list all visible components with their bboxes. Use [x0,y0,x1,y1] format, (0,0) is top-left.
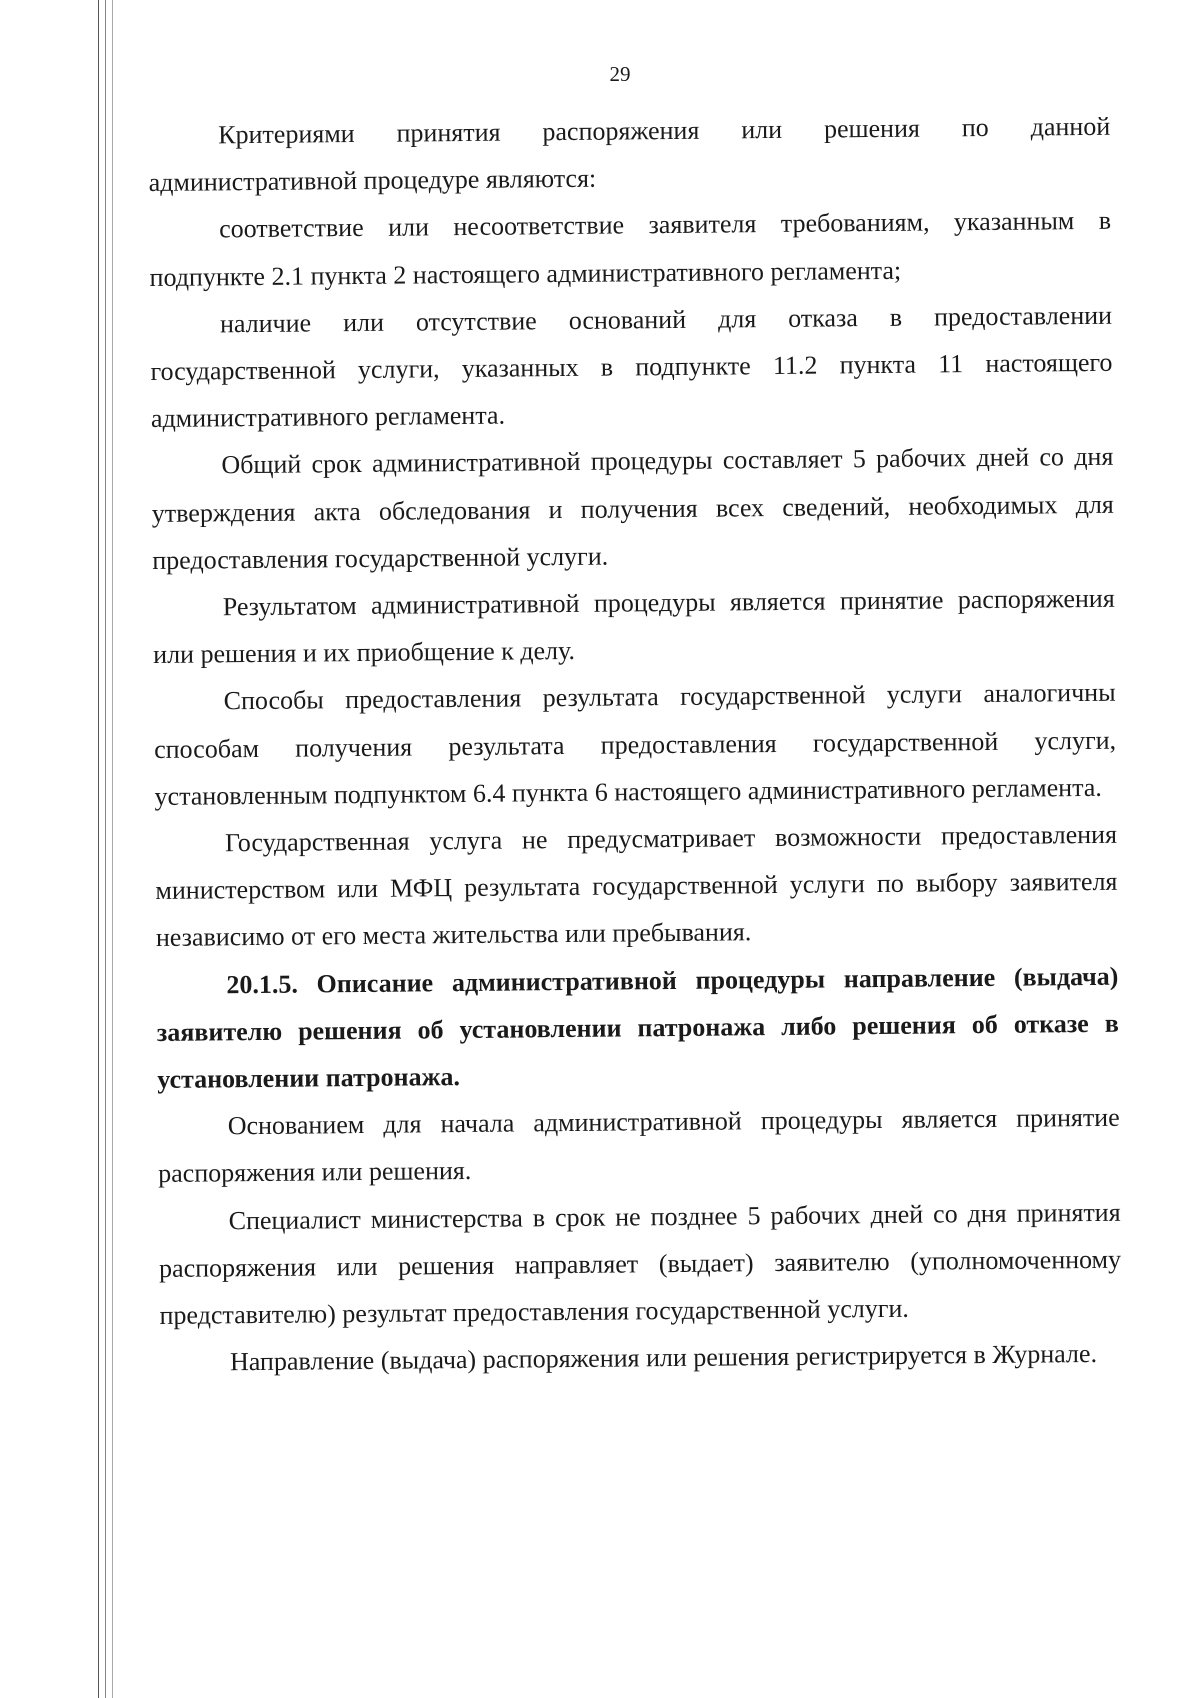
paragraph: Специалист министерства в срок не позднее 5 рабочих дней со дня принятия распоряжения или решения направляет (выдает) заявителю (уполномоченному представителю) результат предоставления государственной услуги. [158,1197,1122,1331]
page-number: 29 [609,62,631,86]
document-body [148,103,1122,1387]
paragraph: Общий срок административной процедуры составляет 5 рабочих дней со дня утверждения акта обследования и получения всех сведений, необходимых для предоставления государственной услуги. [151,442,1114,575]
paragraph: Результатом административной процедуры является принятие распоряжения или решения и их приобщение к делу. [153,583,1115,670]
margin-rule [112,0,113,1698]
paragraph: наличие или отсутствие оснований для отказа в предоставлении государственной услуги, указанных в подпункте 11.2 пункта 11 настоящего административного регламента. [150,300,1113,434]
paragraph: Критериями принятия распоряжения или решения по данной административной процедуре являются: [148,111,1111,198]
paragraph: Основанием для начала административной процедуры является принятие распоряжения или решения. [158,1102,1120,1189]
paragraph: Государственная услуга не предусматривает возможности предоставления министерством или МФЦ результата государственной услуги по выбору заявителя независимо от его места жительства или пребывания. [155,819,1118,953]
margin-rule [98,0,99,1698]
section-heading: 20.1.5. Описание административной процедуры направление (выдача) заявителю решения об установлении патронажа либо решения об отказе в установлении патронажа. [156,961,1119,1095]
margin-rule [105,0,106,1698]
paragraph: соответствие или несоответствие заявителя требованиям, указанным в подпункте 2.1 пункта 2 настоящего административного регламента; [149,206,1112,292]
paragraph: Направление (выдача) распоряжения или решения регистрируется в Журнале. [229,1339,1098,1377]
paragraph: Способы предоставления результата государственной услуги аналогичны способам получения результата предоставления государственной услуги, установленным подпунктом 6.4 пункта 6 настоящего административного регламента. [153,678,1117,811]
